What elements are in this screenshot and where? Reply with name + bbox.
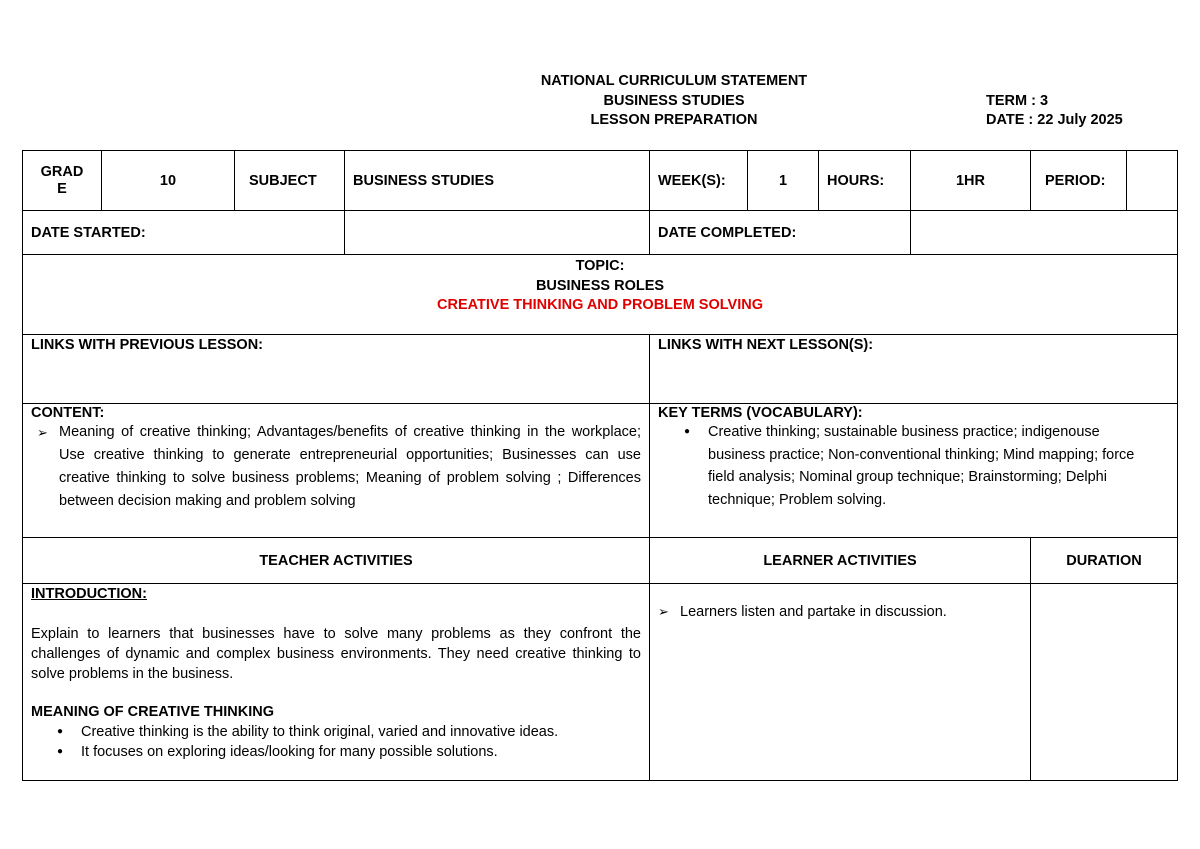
topic-line-2: CREATIVE THINKING AND PROBLEM SOLVING	[437, 297, 763, 313]
grade-label	[23, 151, 102, 211]
grade-label-line-2: E	[57, 180, 67, 197]
intro-label: INTRODUCTION:	[31, 586, 147, 602]
weeks-value: 1	[748, 151, 819, 211]
info-row	[23, 151, 1178, 211]
topic-cell	[23, 255, 1178, 335]
lesson-plan-table	[22, 150, 1178, 781]
key-terms-list	[658, 421, 1169, 511]
meaning-list	[31, 722, 641, 762]
subject-label: SUBJECT	[235, 151, 345, 211]
meaning-heading: MEANING OF CREATIVE THINKING	[31, 704, 275, 720]
meaning-bullet-1: ● Creative thinking is the ability to think original, varied and innovative ideas.	[81, 722, 641, 742]
links-previous: LINKS WITH PREVIOUS LESSON:	[23, 335, 650, 404]
activities-row	[23, 584, 1178, 781]
dates-row	[23, 211, 1178, 255]
content-row	[23, 404, 1178, 538]
topic-line-1: BUSINESS ROLES	[535, 277, 665, 294]
meaning-bullet-2: ● It focuses on exploring ideas/looking for many possible solutions.	[81, 742, 641, 762]
duration-cell	[1031, 584, 1178, 781]
date-started-value	[345, 211, 650, 255]
date-label: DATE : 22 July 2025	[986, 112, 1123, 128]
key-terms-label: KEY TERMS (VOCABULARY):	[658, 405, 863, 421]
header-titles	[474, 72, 874, 131]
subject-value: BUSINESS STUDIES	[345, 151, 650, 211]
duration-header: DURATION	[1031, 538, 1178, 584]
hours-value: 1HR	[911, 151, 1031, 211]
grade-label-line-1: GRAD	[40, 163, 84, 180]
weeks-label: WEEK(S):	[650, 151, 748, 211]
period-label: PERIOD:	[1031, 151, 1127, 211]
learner-activities-cell	[650, 584, 1031, 781]
links-next: LINKS WITH NEXT LESSON(S):	[650, 335, 1178, 404]
date-completed-value	[911, 211, 1178, 255]
intro-text: Explain to learners that businesses have to solve many problems as they confront the challenges of dynamic and complex business environments. They need creative thinking to solve problems in the business.	[31, 626, 641, 682]
content-list	[31, 421, 641, 513]
hours-label: HOURS:	[819, 151, 911, 211]
teacher-activities-header: TEACHER ACTIVITIES	[23, 538, 650, 584]
topic-row	[23, 255, 1178, 335]
content-cell	[23, 404, 650, 538]
key-terms-item: ● Creative thinking; sustainable business practice; indigenouse business practice; Non-conventional thinking; Mind mapping; force field analysis; Nominal group technique; Brainstorming; Delphi technique; Problem solving.	[708, 421, 1155, 511]
date-started-label: DATE STARTED:	[23, 211, 345, 255]
teacher-activities-cell	[23, 584, 650, 781]
header-line-2: BUSINESS STUDIES	[603, 92, 745, 109]
learner-item: ➢ Learners listen and partake in discussion.	[680, 602, 962, 622]
content-label: CONTENT:	[31, 405, 105, 421]
links-row	[23, 335, 1178, 404]
activities-header-row	[23, 538, 1178, 584]
topic-label: TOPIC:	[575, 258, 625, 274]
key-terms-cell	[650, 404, 1178, 538]
content-item: ➢ Meaning of creative thinking; Advantages/benefits of creative thinking in the workplace; Use creative thinking to generate entrepreneurial opportunities; Businesses can use creative thinking to solve business problems; Meaning of problem solving ; Differences between decision making and problem solving	[59, 421, 641, 513]
header-line-3: LESSON PREPARATION	[590, 112, 758, 128]
learner-activities-header: LEARNER ACTIVITIES	[650, 538, 1031, 584]
header-line-1: NATIONAL CURRICULUM STATEMENT	[540, 73, 808, 89]
date-completed-label: DATE COMPLETED:	[650, 211, 911, 255]
grade-value: 10	[102, 151, 235, 211]
period-value	[1127, 151, 1178, 211]
header-term-date	[986, 92, 1123, 131]
term-label: TERM : 3	[986, 92, 1049, 109]
learner-list	[658, 602, 1022, 622]
